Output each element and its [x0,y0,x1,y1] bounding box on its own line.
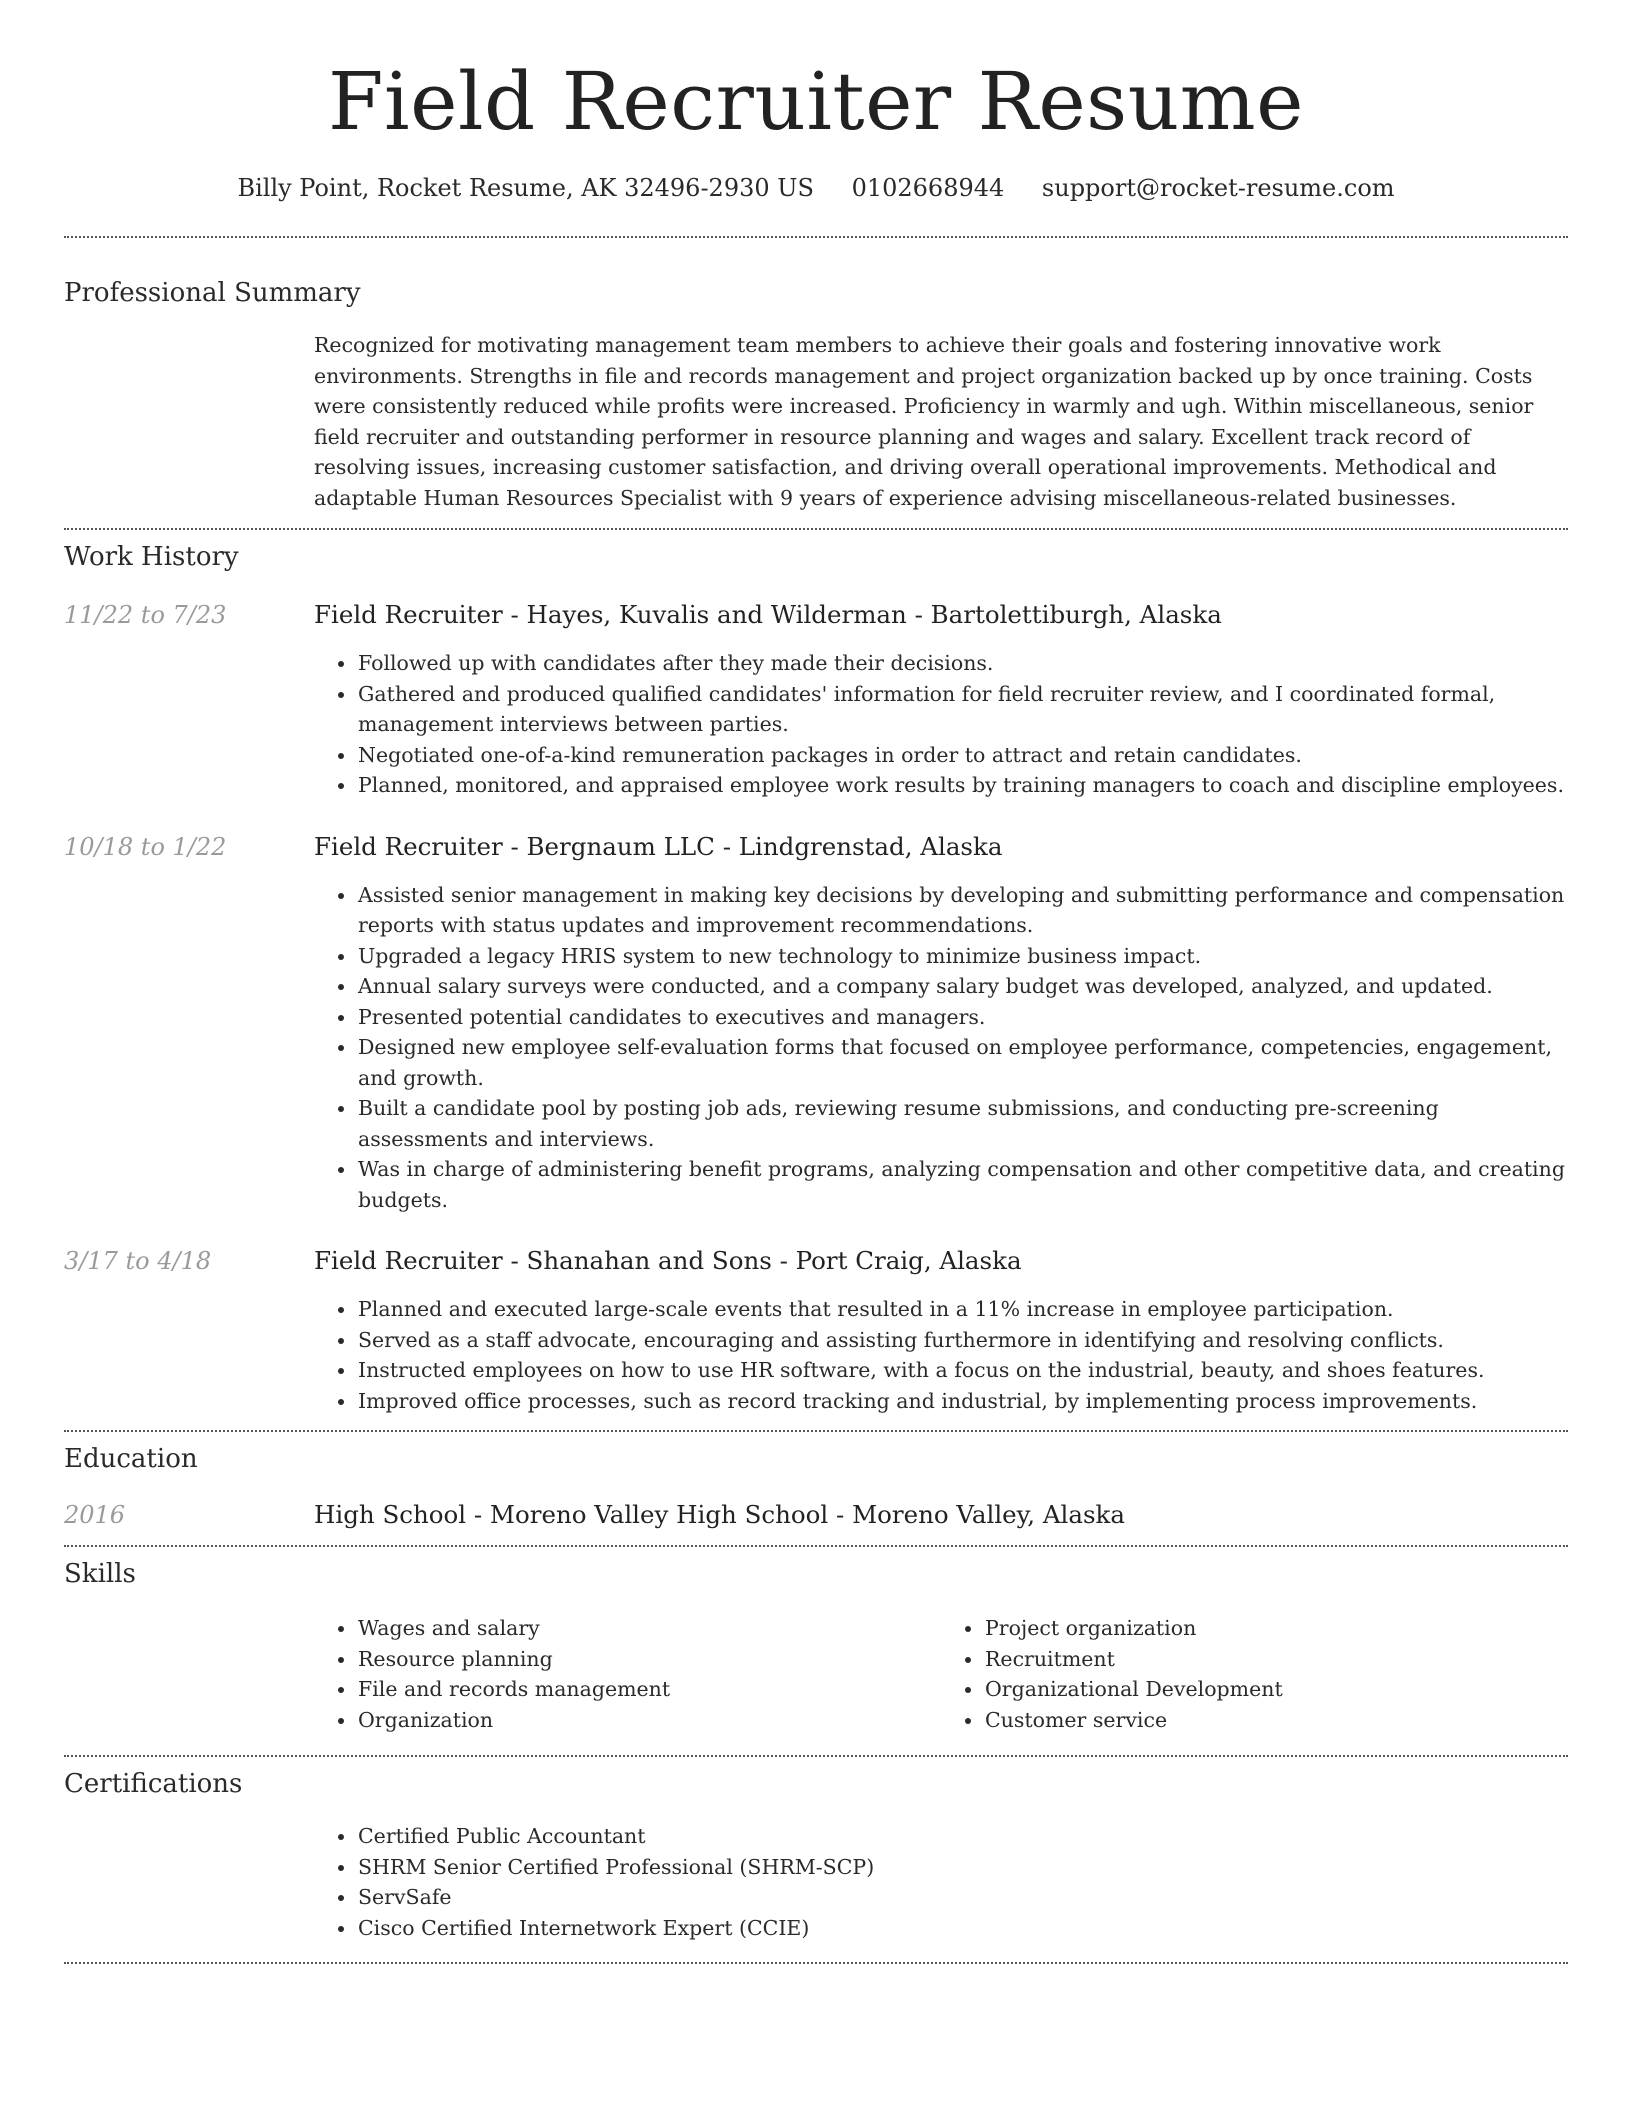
job-dates: 10/18 to 1/22 [64,832,227,861]
section-divider [64,1755,1568,1757]
list-item: • Wages and salary [357,1613,941,1644]
list-item: • Gathered and produced qualified candidates' information for field recruiter review, and I coordinated formal, management interviews between parties. [357,679,1568,740]
contact-info [64,172,1568,204]
job-bullets [314,880,1568,1216]
job-bullets [314,648,1568,801]
job-bullets [314,1294,1568,1416]
list-item: • Assisted senior management in making key decisions by developing and submitting performance and compensation reports with status updates and improvement recommendations. [357,880,1568,941]
section-title-education: Education [64,1444,198,1474]
job-title: Field Recruiter - Bergnaum LLC - Lindgrenstad, Alaska [314,831,1003,861]
summary-text: Recognized for motivating management team members to achieve their goals and fostering innovative work environments. Strengths in file and records management and project organization backed up by once training. Costs were consistently reduced while profits were increased. Proficiency in warmly and ugh. Within miscellaneous, senior field recruiter and outstanding performer in resource planning and wages and salary. Excellent track record of resolving issues, increasing customer satisfaction, and driving overall operational improvements. Methodical and adaptable Human Resources Specialist with 9 years of experience advising miscellaneous-related businesses. [314,333,1534,510]
list-item: • Built a candidate pool by posting job ads, reviewing resume submissions, and conducting pre-screening assessments and interviews. [357,1093,1568,1154]
list-item: • Recruitment [984,1644,1568,1675]
list-item: • Planned, monitored, and appraised employee work results by training managers to coach and discipline employees. [357,770,1568,801]
contact-address: Billy Point, Rocket Resume, AK 32496-2930 US [237,174,814,202]
job-entry [64,831,1568,1216]
list-item: • Designed new employee self-evaluation forms that focused on employee performance, competencies, engagement, and growth. [357,1032,1568,1093]
page-title: Field Recruiter Resume [328,55,1304,148]
job-dates: 11/22 to 7/23 [64,601,227,629]
list-item: • Improved office processes, such as record tracking and industrial, by implementing process improvements. [357,1386,1568,1417]
education-dates: 2016 [64,1501,126,1529]
section-title-summary: Professional Summary [64,278,361,308]
list-item: • ServSafe [357,1882,1568,1913]
list-item: • Organizational Development [984,1674,1568,1705]
list-item: • Certified Public Accountant [357,1821,1568,1852]
list-item: • Instructed employees on how to use HR software, with a focus on the industrial, beauty, and shoes features. [357,1355,1568,1386]
skills-grid [314,1613,1568,1735]
section-title-work-history: Work History [64,542,239,572]
list-item: • Resource planning [357,1644,941,1675]
list-item: • File and records management [357,1674,941,1705]
contact-phone: 0102668944 [851,174,1005,202]
education-entry [64,1499,1568,1531]
list-item: • Was in charge of administering benefit programs, analyzing compensation and other competitive data, and creating budgets. [357,1154,1568,1215]
section-divider [64,1430,1568,1432]
job-dates: 3/17 to 4/18 [64,1247,212,1275]
job-entry [64,1245,1568,1416]
list-item: • Annual salary surveys were conducted, and a company salary budget was developed, analyzed, and updated. [357,971,1568,1002]
job-entry [64,599,1568,801]
contact-email: support@rocket-resume.com [1041,174,1395,202]
certifications-list [314,1821,1568,1943]
list-item: • Project organization [984,1613,1568,1644]
list-item: • Negotiated one-of-a-kind remuneration packages in order to attract and retain candidates. [357,740,1568,771]
section-divider [64,528,1568,530]
section-title-skills: Skills [64,1559,136,1589]
section-title-certifications: Certifications [64,1769,243,1799]
list-item: • Planned and executed large-scale events that resulted in a 11% increase in employee participation. [357,1294,1568,1325]
list-item: • Cisco Certified Internetwork Expert (CCIE) [357,1913,1568,1944]
section-divider [64,1962,1568,1964]
section-divider [64,236,1568,238]
section-divider [64,1545,1568,1547]
job-title: Field Recruiter - Hayes, Kuvalis and Wilderman - Bartolettiburgh, Alaska [314,600,1222,629]
list-item: • Upgraded a legacy HRIS system to new technology to minimize business impact. [357,941,1568,972]
list-item: • Served as a staff advocate, encouraging and assisting furthermore in identifying and resolving conflicts. [357,1325,1568,1356]
job-title: Field Recruiter - Shanahan and Sons - Port Craig, Alaska [314,1246,1022,1275]
list-item: • Organization [357,1705,941,1736]
education-title: High School - Moreno Valley High School - Moreno Valley, Alaska [314,1500,1125,1529]
skills-list-left [314,1613,941,1735]
list-item: • Presented potential candidates to executives and managers. [357,1002,1568,1033]
skills-list-right [941,1613,1568,1735]
list-item: • SHRM Senior Certified Professional (SHRM-SCP) [357,1852,1568,1883]
list-item: • Customer service [984,1705,1568,1736]
list-item: • Followed up with candidates after they made their decisions. [357,648,1568,679]
